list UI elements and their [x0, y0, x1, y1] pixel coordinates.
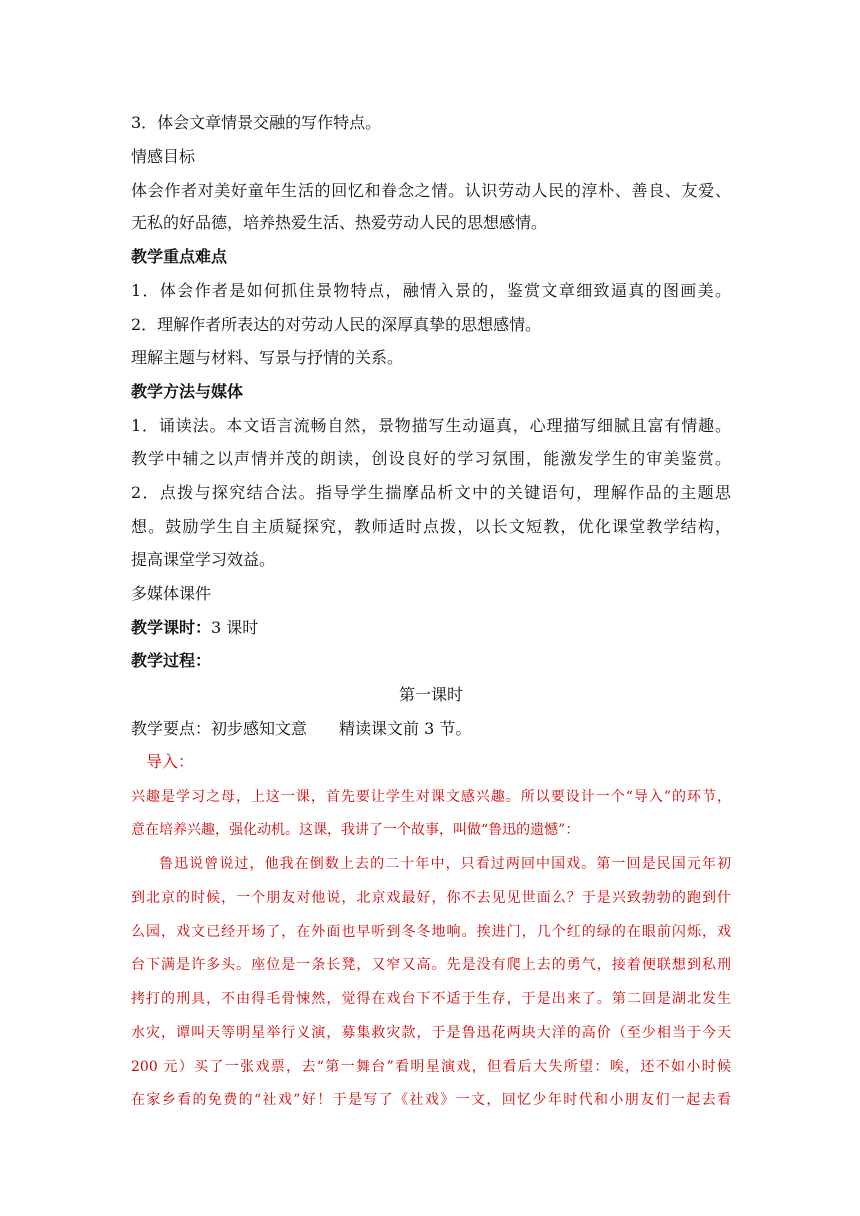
story-line-5: 拷打的刑具，不由得毛骨悚然，觉得在戏台下不适于生存，于是出来了。第二回是湖北发生	[131, 991, 731, 1007]
method-2-line-1: 2．点拨与探究结合法。指导学生揣摩品析文中的关键语句，理解作品的主题思	[131, 483, 731, 502]
story-line-3: 么园，戏文已经开场了，在外面也早听到冬冬地响。挨进门，几个红的绿的在眼前闪烁，戏	[131, 924, 731, 940]
intro-line-1: 兴趣是学习之母，上这一课，首先要让学生对课文感兴趣。所以要设计一个“导入”的环节，	[131, 789, 731, 805]
method-1-line-1: 1．诵读法。本文语言流畅自然，景物描写生动逼真，心理描写细腻且富有情趣。	[131, 416, 731, 435]
emotion-objective-heading: 情感目标	[131, 147, 196, 166]
method-2-line-2: 想。鼓励学生自主质疑探究，教师适时点拨，以长文短教，优化课堂教学结构，	[131, 517, 731, 536]
story-line-8: 在家乡看的免费的“社戏”好！于是写了《社戏》一文，回忆少年时代和小朋友们一起去看	[131, 1092, 731, 1108]
class-hours-label: 教学课时：	[131, 618, 212, 637]
methods-heading: 教学方法与媒体	[131, 382, 244, 401]
key-point-item-1: 1．体会作者是如何抓住景物特点，融情入景的，鉴赏文章细致逼真的图画美。	[131, 281, 731, 300]
intro-heading: 导入：	[146, 752, 195, 771]
class-hours-value: 3 课时	[211, 618, 259, 637]
lesson-1-focus: 教学要点：初步感知文意 精读课文前 3 节。	[131, 719, 472, 738]
story-line-1: 鲁迅说曾说过，他我在倒数上去的二十年中，只看过两回中国戏。第一回是民国元年初	[159, 856, 731, 872]
key-point-item-3: 理解主题与材料、写景与抒情的关系。	[131, 348, 404, 367]
intro-line-2: 意在培养兴趣，强化动机。这课，我讲了一个故事，叫做“鲁迅的遗憾”：	[131, 822, 580, 838]
story-line-2: 到北京的时候，一个朋友对他说，北京戏最好，你不去见见世面么？于是兴致勃勃的跑到什	[131, 890, 731, 906]
story-line-7: 200 元）买了一张戏票，去“第一舞台”看明星演戏，但看后大失所望：唉，还不如小时候	[131, 1059, 731, 1075]
key-points-heading: 教学重点难点	[131, 247, 228, 266]
emotion-objective-line-2: 无私的好品德，培养热爱生活、热爱劳动人民的思想感情。	[131, 213, 548, 232]
lesson-1-title: 第一课时	[398, 685, 463, 704]
class-hours-line	[131, 618, 731, 638]
method-1-line-2: 教学中辅之以声情并茂的朗读，创设良好的学习氛围，能激发学生的审美鉴赏。	[131, 449, 731, 468]
objective-item-3: 3．体会文章情景交融的写作特点。	[131, 113, 382, 132]
story-line-4: 台下满是许多头。座位是一条长凳，又窄又高。先是没有爬上去的勇气，接着便联想到私刑	[131, 957, 731, 973]
emotion-objective-line-1: 体会作者对美好童年生活的回忆和眷念之情。认识劳动人民的淳朴、善良、友爱、	[131, 181, 731, 200]
media-line: 多媒体课件	[131, 584, 212, 603]
story-line-6: 水灾，谭叫天等明星举行义演，募集救灾款，于是鲁迅花两块大洋的高价（至少相当于今天	[131, 1025, 731, 1041]
key-point-item-2: 2．理解作者所表达的对劳动人民的深厚真挚的思想感情。	[131, 315, 542, 334]
teaching-process-label: 教学过程：	[131, 651, 212, 670]
method-2-line-3: 提高课堂学习效益。	[131, 550, 276, 569]
